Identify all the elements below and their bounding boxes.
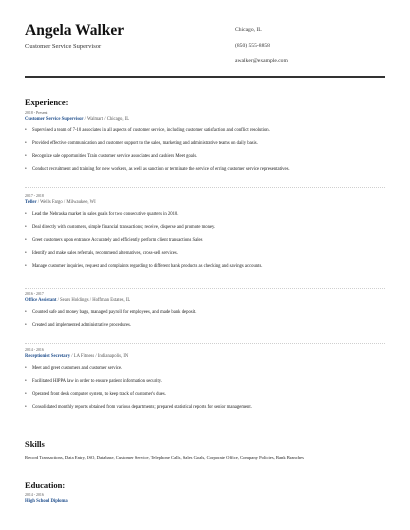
job-bullet: • Counted safe and money bags, managed payroll for employees, and made bank deposit.: [25, 310, 385, 316]
job-bullets: [25, 366, 385, 411]
education-heading: Education:: [25, 480, 66, 490]
job-title-line: [25, 199, 385, 207]
job-bullets: [25, 128, 385, 173]
job-dates: 2017 - 2018: [25, 194, 44, 198]
job-separator: [25, 343, 385, 344]
job-employer: / LA Fitness / Indianapolis, IN: [70, 354, 129, 359]
job-bullet: • Facilitated HIPPA law in order to ensure patient information security.: [25, 379, 385, 385]
education-dates: 2014 - 2016: [25, 493, 44, 497]
job-role: Customer Service Supervisor: [25, 117, 84, 122]
job-title-line: [25, 353, 385, 361]
job-entry: [25, 348, 385, 411]
job-bullet: • Conduct recruitment and training for new workers, as well as sanction or terminate the service of erring customer service representatives.: [25, 167, 385, 173]
job-bullet: • Operated front desk computer system, to keep track of customer's dues.: [25, 392, 385, 398]
job-entry: [25, 194, 385, 270]
job-bullet: • Meet and greet customers and customer service.: [25, 366, 385, 372]
candidate-name: Angela Walker: [25, 22, 125, 39]
candidate-title: Customer Service Supervisor: [25, 43, 102, 50]
job-dates: 2016 - 2017: [25, 292, 44, 296]
job-role: Teller: [25, 200, 37, 205]
job-role: Office Assistant: [25, 298, 57, 303]
job-entry: [25, 292, 385, 329]
job-title-line: [25, 116, 385, 124]
job-bullet: • Provided effective communication and customer support to the sales, marketing and administrative teams on daily basis.: [25, 141, 385, 147]
job-bullet: • Manage customer inquiries, request and complaints regarding to different bank products as checking and savings accounts.: [25, 264, 385, 270]
header-divider: [25, 76, 385, 78]
resume-header: [25, 22, 385, 78]
contact-phone: (850) 555-8858: [235, 42, 270, 49]
education-entry: [25, 493, 385, 506]
contact-email[interactable]: awalker@example.com: [235, 58, 288, 64]
job-employer: / Wells Fargo / Milwaukee, WI: [36, 200, 96, 205]
education-degree-line: [25, 498, 385, 506]
job-title-line: [25, 297, 385, 305]
skills-heading: Skills: [25, 439, 45, 449]
job-bullet: • Deal directly with customers, simple financial transactions; receive, disperse and promote money.: [25, 225, 385, 231]
job-bullet: • Created and implemented administrative procedures.: [25, 323, 385, 329]
job-employer: / Sears Holdings / Hoffman Estates, IL: [56, 298, 131, 303]
contact-location: Chicago, IL: [235, 27, 262, 33]
education-degree: High School Diploma: [25, 499, 68, 504]
job-entry: [25, 111, 385, 173]
job-separator: [25, 288, 385, 289]
job-bullet: • Identify and make sales referrals, recommend alternatives, cross-sell services.: [25, 251, 385, 257]
job-bullets: [25, 310, 385, 329]
job-bullet: • Supervised a team of 7-10 associates in all aspects of customer service, including customer satisfaction and conflict resolution.: [25, 128, 385, 134]
job-dates: 2018 - Present: [25, 111, 48, 115]
job-bullet: • Lead the Nebraska market in sales goals for two consecutive quarters in 2010.: [25, 212, 385, 218]
job-role: Receptionist Secretary: [25, 354, 71, 359]
job-dates: 2014 - 2016: [25, 348, 44, 352]
job-employer: / Walmart / Chicago, IL: [83, 117, 130, 122]
skills-list: Record Transactions, Data Entry, ISO, Database, Customer Service, Telephone Calls, Sales Goals, Corporate Office, Company Policies, Bank Branches: [25, 455, 304, 460]
job-bullet: • Recognize sale opportunities Train customer service associates and cashiers Meet goals.: [25, 154, 385, 160]
job-bullets: [25, 212, 385, 270]
experience-heading: Experience:: [25, 97, 69, 107]
job-separator: [25, 187, 385, 188]
job-bullet: • Greet customers upon entrance Accurately and efficiently perform client transactions Sales: [25, 238, 385, 244]
contact-info: [235, 27, 385, 74]
job-bullet: • Consolidated monthly reports obtained from various departments; prepared statistical reports for senior management.: [25, 405, 385, 411]
